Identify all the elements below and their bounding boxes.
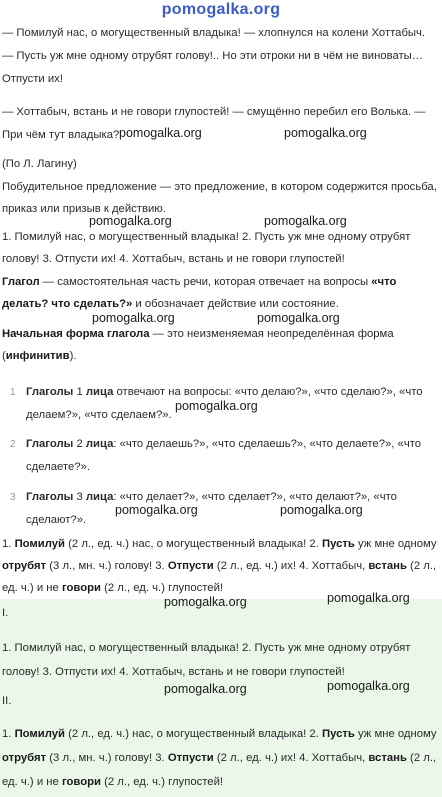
analysis-text: (3 л., мн. ч.) голову! 3.	[46, 560, 168, 572]
watermark: pomogalka.org	[164, 595, 247, 609]
analysis-text: (2 л., ед. ч.) и не	[2, 560, 437, 594]
analysis-text: (2 л., ед. ч.) нас, о могущественный владыка! 2.	[65, 538, 322, 550]
dialogue-line-3: Отпусти их!	[2, 73, 63, 85]
watermark: pomogalka.org	[89, 214, 172, 228]
list-number: 2	[10, 439, 16, 450]
analysis-text: (2 л., ед. ч.) глупостей!	[100, 776, 224, 788]
watermark: pomogalka.org	[257, 311, 340, 325]
sentences-numbered: 1. Помилуй нас, о могущественный владыка! 2. Пусть уж мне одному отрубят голову! 3. Отпусти их! 4. Хоттабыч, встань и не говори глупостей!	[2, 231, 411, 265]
analysis-text: (2 л., ед. ч.) их! 4. Хоттабыч,	[213, 752, 369, 764]
verb-highlight: говори	[61, 582, 101, 594]
watermark: pomogalka.org	[284, 126, 367, 140]
analysis-text: (2 л., ед. ч.) и не	[2, 752, 437, 788]
section-1-label: I.	[2, 607, 9, 619]
dialogue-line-1: — Помилуй нас, о могущественный владыка! — хлопнулся на колени Хоттабыч.	[2, 27, 426, 39]
watermark: pomogalka.org	[327, 591, 410, 605]
verb-highlight: встань	[368, 752, 407, 764]
analysis-text: (2 л., ед. ч.) нас, о могущественный владыка! 2.	[65, 728, 322, 740]
watermark: pomogalka.org	[280, 503, 363, 517]
analysis-text: 1.	[2, 538, 15, 550]
analysis-text: уж мне одному	[354, 728, 437, 740]
verb-highlight: Отпусти	[167, 560, 214, 572]
dialogue-line-2: — Пусть уж мне одному отрубят голову!.. Но эти отроки ни в чём не виноваты…	[2, 50, 424, 62]
source-note: (По Л. Лагину)	[2, 158, 77, 170]
list-number: 1	[10, 387, 16, 398]
analysis-text: (3 л., мн. ч.) голову! 3.	[46, 752, 168, 764]
verb-highlight: Отпусти	[167, 752, 214, 764]
section-2-analysis	[2, 722, 438, 794]
verb-definition: Глагол — самостоятельная часть речи, которая отвечает на вопросы «что делать? что сделать?» и обозначает действие или состояние.	[2, 276, 397, 310]
watermark: pomogalka.org	[175, 399, 258, 413]
verb-highlight: говори	[61, 776, 101, 788]
section-2-label: II.	[2, 695, 12, 707]
section-1-text: 1. Помилуй нас, о могущественный владыка! 2. Пусть уж мне одному отрубят голову! 3. Отпусти их! 4. Хоттабыч, встань и не говори глупостей!	[2, 642, 411, 678]
verb-analysis	[2, 533, 438, 599]
infinitive-term: инфинитив	[5, 350, 70, 362]
verb-highlight: отрубят	[2, 560, 47, 572]
watermark: pomogalka.org	[264, 214, 347, 228]
verb-highlight: Помилуй	[14, 538, 65, 550]
analysis-text: (2 л., ед. ч.) их! 4. Хоттабыч,	[213, 560, 369, 572]
verb-highlight: Пусть	[321, 728, 355, 740]
verb-term: Глагол	[2, 276, 40, 288]
verb-highlight: Помилуй	[14, 728, 65, 740]
dialogue-line-5: При чём тут владыка?	[2, 129, 120, 141]
verb-highlight: отрубят	[2, 752, 47, 764]
verb-highlight: Пусть	[321, 538, 355, 550]
initial-form-definition: Начальная форма глагола — это неизменяемая неопределённая форма (инфинитив).	[2, 328, 394, 362]
list-number: 3	[10, 492, 16, 503]
watermark: pomogalka.org	[119, 126, 202, 140]
dialogue-line-4: — Хоттабыч, встань и не говори глупостей! — смущённо перебил его Волька. —	[2, 106, 426, 118]
watermark: pomogalka.org	[92, 311, 175, 325]
definition-incentive: Побудительное предложение — это предложение, в котором содержится просьба, приказ или призыв к действию.	[2, 181, 437, 215]
watermark: pomogalka.org	[327, 679, 410, 693]
analysis-text: уж мне одному	[354, 538, 437, 550]
analysis-text: (2 л., ед. ч.) глупостей!	[100, 582, 224, 594]
verb-highlight: встань	[368, 560, 407, 572]
watermark: pomogalka.org	[164, 682, 247, 696]
initial-form-term: Начальная форма глагола	[2, 328, 150, 340]
watermark: pomogalka.org	[115, 503, 198, 517]
verb-questions: «что делать? что сделать?»	[2, 276, 397, 310]
watermark-top: pomogalka.org	[161, 1, 281, 18]
analysis-text: 1.	[2, 728, 15, 740]
